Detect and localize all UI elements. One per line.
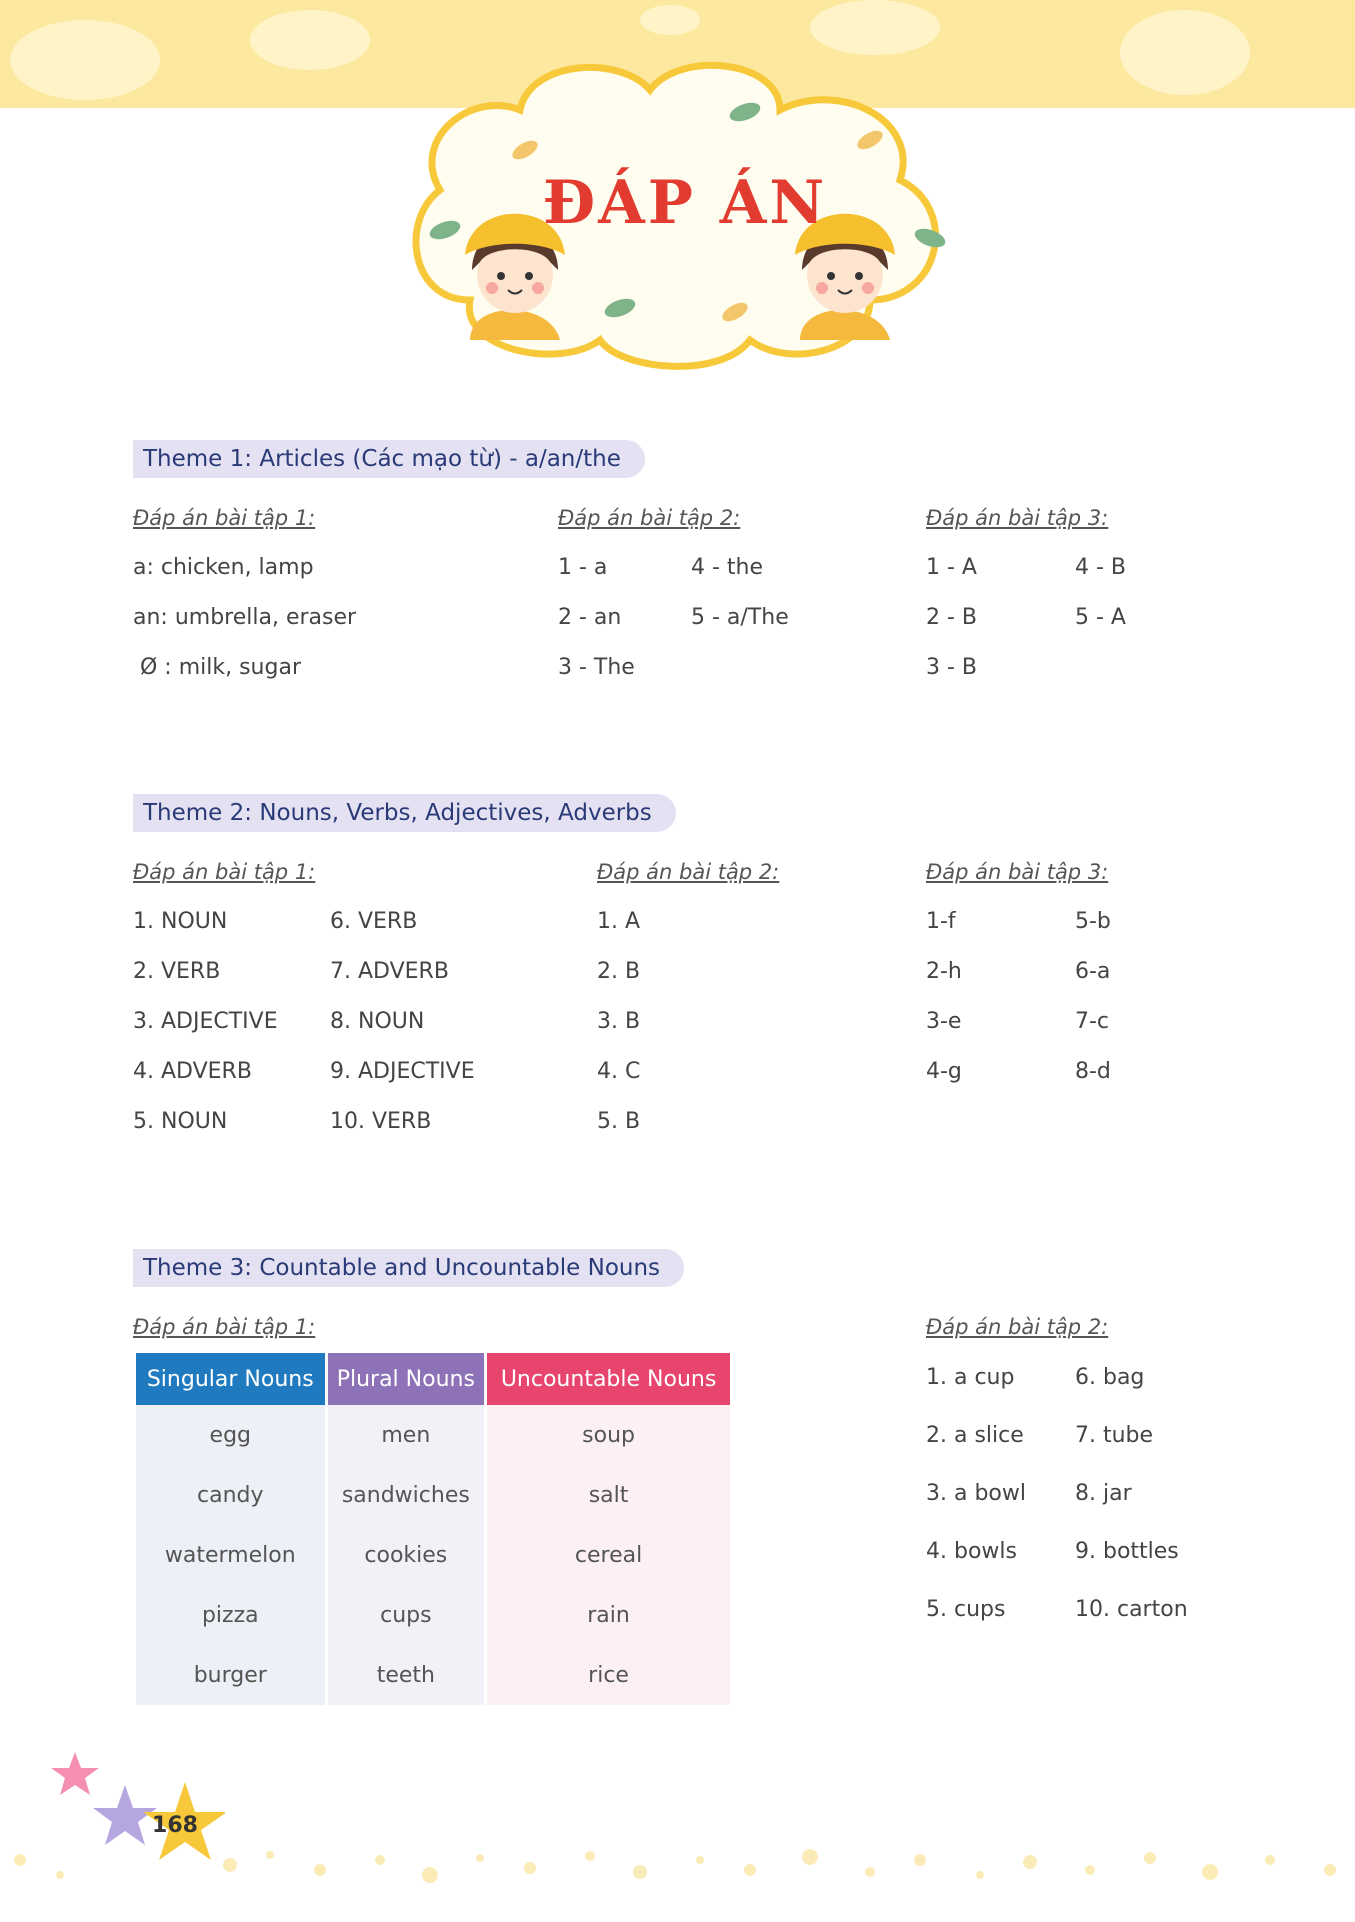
answer-item: 1 - A — [926, 555, 977, 580]
answer-item: 1-f — [926, 909, 956, 934]
table-row — [136, 1405, 730, 1465]
answer-item: 2. a slice — [926, 1423, 1024, 1448]
table-cell: pizza — [136, 1585, 325, 1645]
answer-item: 10. VERB — [330, 1109, 432, 1134]
table-cell: rice — [487, 1645, 730, 1705]
answer-item: 7. ADVERB — [330, 959, 449, 984]
answer-item: 1. NOUN — [133, 909, 228, 934]
theme-1-ex3-label: Đáp án bài tập 3: — [926, 506, 1109, 530]
table-cell: salt — [487, 1465, 730, 1525]
table-cell: rain — [487, 1585, 730, 1645]
page-title: ĐÁP ÁN — [542, 168, 828, 238]
answer-item: 3. ADJECTIVE — [133, 1009, 278, 1034]
answer-item: 2 - B — [926, 605, 978, 630]
answer-item: 2-h — [926, 959, 962, 984]
answer-item: 5. B — [597, 1109, 641, 1134]
theme-1-ex2-label: Đáp án bài tập 2: — [558, 506, 741, 530]
answer-item: 2. VERB — [133, 959, 221, 984]
table-header-row — [136, 1353, 730, 1405]
page-number: 168 — [152, 1813, 198, 1838]
table-cell: men — [328, 1405, 485, 1465]
cloud-decoration — [1120, 10, 1250, 95]
answer-item: 6. bag — [1075, 1365, 1145, 1390]
answer-item: 5. cups — [926, 1597, 1006, 1622]
table-cell: watermelon — [136, 1525, 325, 1585]
nouns-table — [133, 1353, 733, 1705]
table-cell: cereal — [487, 1525, 730, 1585]
cloud-decoration — [10, 20, 160, 100]
table-cell: egg — [136, 1405, 325, 1465]
answer-item: 3 - The — [558, 655, 635, 680]
answer-item: 5. NOUN — [133, 1109, 228, 1134]
header-illustration — [400, 50, 970, 370]
header-singular: Singular Nouns — [136, 1353, 325, 1405]
answer-line: a: chicken, lamp — [133, 555, 314, 580]
cloud-decoration — [810, 0, 940, 55]
table-cell: sandwiches — [328, 1465, 485, 1525]
answer-item: 4 - the — [691, 555, 764, 580]
answer-item: 4. C — [597, 1059, 641, 1084]
answer-item: 3. B — [597, 1009, 641, 1034]
answer-item: 3-e — [926, 1009, 962, 1034]
answer-item: 5 - A — [1075, 605, 1126, 630]
answer-item: 5-b — [1075, 909, 1111, 934]
table-cell: burger — [136, 1645, 325, 1705]
answer-item: 7-c — [1075, 1009, 1110, 1034]
table-row — [136, 1525, 730, 1585]
theme-1-ex1-label: Đáp án bài tập 1: — [133, 506, 316, 530]
answer-item: 6-a — [1075, 959, 1111, 984]
table-cell: cups — [328, 1585, 485, 1645]
answer-item: 4. bowls — [926, 1539, 1017, 1564]
answer-item: 6. VERB — [330, 909, 418, 934]
theme-3-title: Theme 3: Countable and Uncountable Nouns — [133, 1249, 684, 1287]
theme-3-ex2-label: Đáp án bài tập 2: — [926, 1315, 1109, 1339]
theme-2-title: Theme 2: Nouns, Verbs, Adjectives, Adverbs — [133, 794, 676, 832]
answer-line: Ø : milk, sugar — [140, 655, 301, 680]
answer-line: an: umbrella, eraser — [133, 605, 357, 630]
answer-item: 2 - an — [558, 605, 622, 630]
table-cell: soup — [487, 1405, 730, 1465]
table-row — [136, 1645, 730, 1705]
theme-3-ex1-label: Đáp án bài tập 1: — [133, 1315, 316, 1339]
answer-item: 1 - a — [558, 555, 608, 580]
answer-item: 5 - a/The — [691, 605, 789, 630]
cloud-decoration — [250, 10, 370, 70]
theme-2-ex1-label: Đáp án bài tập 1: — [133, 860, 316, 884]
answer-item: 4 - B — [1075, 555, 1127, 580]
answer-item: 1. a cup — [926, 1365, 1015, 1390]
answer-item: 9. ADJECTIVE — [330, 1059, 475, 1084]
answer-item: 4-g — [926, 1059, 962, 1084]
theme-2-ex3-label: Đáp án bài tập 3: — [926, 860, 1109, 884]
answer-item: 8. jar — [1075, 1481, 1132, 1506]
answer-item: 9. bottles — [1075, 1539, 1179, 1564]
cloud-decoration — [640, 5, 700, 35]
answer-item: 2. B — [597, 959, 641, 984]
answer-item: 3. a bowl — [926, 1481, 1026, 1506]
header-uncountable: Uncountable Nouns — [487, 1353, 730, 1405]
table-row — [136, 1465, 730, 1525]
answer-item: 1. A — [597, 909, 641, 934]
theme-2-ex2-label: Đáp án bài tập 2: — [597, 860, 780, 884]
answer-item: 3 - B — [926, 655, 978, 680]
answer-item: 7. tube — [1075, 1423, 1154, 1448]
table-cell: cookies — [328, 1525, 485, 1585]
answer-item: 4. ADVERB — [133, 1059, 252, 1084]
answer-item: 8-d — [1075, 1059, 1111, 1084]
table-row — [136, 1585, 730, 1645]
table-cell: candy — [136, 1465, 325, 1525]
answer-item: 10. carton — [1075, 1597, 1188, 1622]
table-cell: teeth — [328, 1645, 485, 1705]
header-plural: Plural Nouns — [328, 1353, 485, 1405]
answer-item: 8. NOUN — [330, 1009, 425, 1034]
theme-1-title: Theme 1: Articles (Các mạo từ) - a/an/the — [133, 440, 645, 478]
